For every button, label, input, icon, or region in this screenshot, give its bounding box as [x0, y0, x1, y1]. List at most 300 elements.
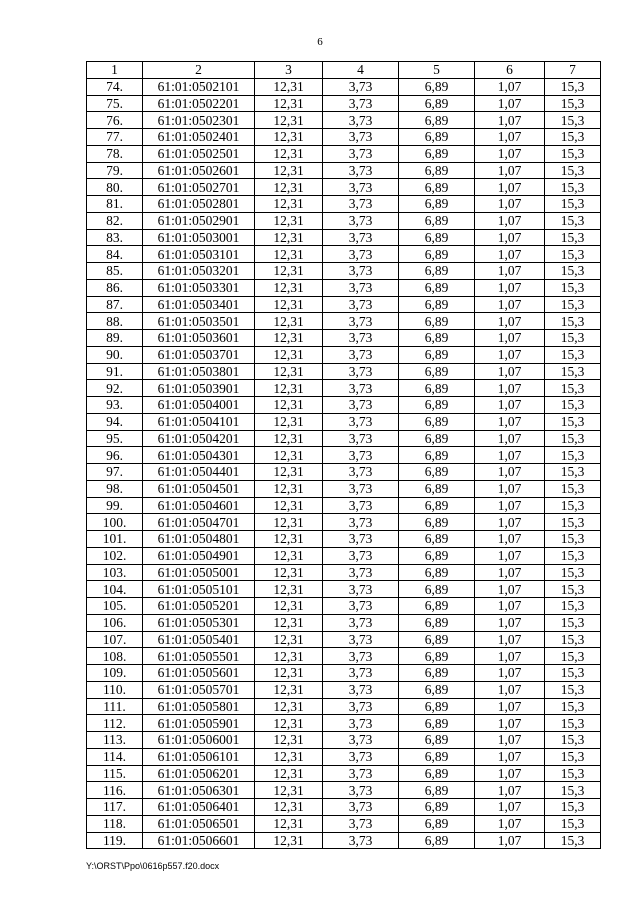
- table-row: [87, 698, 601, 715]
- table-cell: 15,3: [545, 681, 601, 698]
- table-cell: 6,89: [399, 480, 475, 497]
- table-row: [87, 715, 601, 732]
- table-cell: 12,31: [255, 430, 323, 447]
- table-cell: 3,73: [323, 547, 399, 564]
- table-cell: 6,89: [399, 246, 475, 263]
- table-cell: 3,73: [323, 464, 399, 481]
- table-cell: 12,31: [255, 95, 323, 112]
- table-cell: 99.: [87, 497, 143, 514]
- table-cell: 61:01:0505101: [143, 581, 255, 598]
- table-cell: 1,07: [475, 162, 545, 179]
- table-cell: 3,73: [323, 246, 399, 263]
- table-cell: 6,89: [399, 179, 475, 196]
- table-cell: 87.: [87, 296, 143, 313]
- table-cell: 15,3: [545, 296, 601, 313]
- table-cell: 3,73: [323, 480, 399, 497]
- table-row: [87, 447, 601, 464]
- header-row: [87, 62, 601, 79]
- table-cell: 94.: [87, 413, 143, 430]
- table-cell: 6,89: [399, 279, 475, 296]
- table-row: [87, 346, 601, 363]
- table-cell: 6,89: [399, 598, 475, 615]
- table-cell: 15,3: [545, 832, 601, 849]
- table-cell: 3,73: [323, 296, 399, 313]
- table-cell: 6,89: [399, 815, 475, 832]
- table-cell: 15,3: [545, 162, 601, 179]
- table-cell: 110.: [87, 681, 143, 698]
- table-row: [87, 464, 601, 481]
- data-table: [86, 61, 601, 849]
- table-cell: 15,3: [545, 263, 601, 280]
- table-cell: 61:01:0505401: [143, 631, 255, 648]
- table-cell: 3,73: [323, 514, 399, 531]
- table-row: [87, 748, 601, 765]
- table-cell: 92.: [87, 380, 143, 397]
- table-cell: 12,31: [255, 363, 323, 380]
- table-row: [87, 78, 601, 95]
- table-cell: 3,73: [323, 765, 399, 782]
- table-cell: 3,73: [323, 313, 399, 330]
- table-cell: 93.: [87, 397, 143, 414]
- table-cell: 1,07: [475, 732, 545, 749]
- table-cell: 111.: [87, 698, 143, 715]
- table-cell: 15,3: [545, 715, 601, 732]
- table-cell: 6,89: [399, 162, 475, 179]
- table-cell: 3,73: [323, 531, 399, 548]
- table-cell: 3,73: [323, 799, 399, 816]
- table-cell: 61:01:0506401: [143, 799, 255, 816]
- table-cell: 61:01:0504801: [143, 531, 255, 548]
- table-cell: 3,73: [323, 330, 399, 347]
- table-row: [87, 564, 601, 581]
- table-row: [87, 263, 601, 280]
- table-cell: 1,07: [475, 598, 545, 615]
- table-row: [87, 112, 601, 129]
- table-cell: 6,89: [399, 212, 475, 229]
- header-cell: 3: [255, 62, 323, 79]
- table-cell: 3,73: [323, 112, 399, 129]
- table-cell: 1,07: [475, 547, 545, 564]
- table-cell: 3,73: [323, 681, 399, 698]
- table-cell: 3,73: [323, 78, 399, 95]
- table-row: [87, 614, 601, 631]
- table-cell: 6,89: [399, 665, 475, 682]
- header-cell: 6: [475, 62, 545, 79]
- table-row: [87, 799, 601, 816]
- table-cell: 12,31: [255, 614, 323, 631]
- table-cell: 15,3: [545, 665, 601, 682]
- table-cell: 61:01:0502901: [143, 212, 255, 229]
- table-cell: 61:01:0506101: [143, 748, 255, 765]
- table-cell: 6,89: [399, 447, 475, 464]
- table-cell: 1,07: [475, 413, 545, 430]
- table-cell: 6,89: [399, 95, 475, 112]
- table-cell: 6,89: [399, 564, 475, 581]
- table-cell: 106.: [87, 614, 143, 631]
- table-cell: 15,3: [545, 531, 601, 548]
- table-row: [87, 413, 601, 430]
- table-cell: 15,3: [545, 480, 601, 497]
- table-cell: 15,3: [545, 598, 601, 615]
- table-cell: 15,3: [545, 397, 601, 414]
- table-cell: 12,31: [255, 380, 323, 397]
- table-cell: 104.: [87, 581, 143, 598]
- table-cell: 15,3: [545, 95, 601, 112]
- table-cell: 1,07: [475, 346, 545, 363]
- table-row: [87, 531, 601, 548]
- table-cell: 12,31: [255, 212, 323, 229]
- table-cell: 12,31: [255, 732, 323, 749]
- table-cell: 12,31: [255, 598, 323, 615]
- table-cell: 6,89: [399, 397, 475, 414]
- table-cell: 15,3: [545, 112, 601, 129]
- table-cell: 1,07: [475, 78, 545, 95]
- table-cell: 85.: [87, 263, 143, 280]
- table-cell: 15,3: [545, 330, 601, 347]
- table-row: [87, 765, 601, 782]
- table-cell: 61:01:0504201: [143, 430, 255, 447]
- table-cell: 61:01:0506501: [143, 815, 255, 832]
- table-cell: 76.: [87, 112, 143, 129]
- table-cell: 1,07: [475, 397, 545, 414]
- table-cell: 3,73: [323, 346, 399, 363]
- table-cell: 12,31: [255, 514, 323, 531]
- table-row: [87, 129, 601, 146]
- table-cell: 12,31: [255, 681, 323, 698]
- table-cell: 1,07: [475, 145, 545, 162]
- table-cell: 15,3: [545, 564, 601, 581]
- table-cell: 6,89: [399, 363, 475, 380]
- table-cell: 3,73: [323, 497, 399, 514]
- table-cell: 1,07: [475, 212, 545, 229]
- table-cell: 12,31: [255, 648, 323, 665]
- table-cell: 1,07: [475, 95, 545, 112]
- table-cell: 3,73: [323, 145, 399, 162]
- table-cell: 61:01:0505301: [143, 614, 255, 631]
- table-row: [87, 480, 601, 497]
- table-cell: 82.: [87, 212, 143, 229]
- table-cell: 3,73: [323, 648, 399, 665]
- table-cell: 114.: [87, 748, 143, 765]
- table-cell: 107.: [87, 631, 143, 648]
- table-cell: 61:01:0504601: [143, 497, 255, 514]
- table-cell: 1,07: [475, 497, 545, 514]
- table-cell: 15,3: [545, 212, 601, 229]
- table-cell: 6,89: [399, 748, 475, 765]
- table-cell: 6,89: [399, 648, 475, 665]
- table-cell: 6,89: [399, 263, 475, 280]
- table-row: [87, 330, 601, 347]
- table-cell: 15,3: [545, 782, 601, 799]
- table-cell: 1,07: [475, 748, 545, 765]
- table-cell: 1,07: [475, 531, 545, 548]
- table-cell: 6,89: [399, 832, 475, 849]
- table-cell: 15,3: [545, 229, 601, 246]
- table-cell: 96.: [87, 447, 143, 464]
- table-cell: 90.: [87, 346, 143, 363]
- table-row: [87, 313, 601, 330]
- table-cell: 1,07: [475, 229, 545, 246]
- table-cell: 61:01:0504301: [143, 447, 255, 464]
- table-cell: 61:01:0504901: [143, 547, 255, 564]
- table-cell: 12,31: [255, 413, 323, 430]
- table-cell: 12,31: [255, 665, 323, 682]
- table-cell: 61:01:0503501: [143, 313, 255, 330]
- table-cell: 1,07: [475, 614, 545, 631]
- table-cell: 12,31: [255, 497, 323, 514]
- table-cell: 12,31: [255, 179, 323, 196]
- table-cell: 15,3: [545, 581, 601, 598]
- table-cell: 6,89: [399, 78, 475, 95]
- table-cell: 1,07: [475, 514, 545, 531]
- table-cell: 61:01:0502601: [143, 162, 255, 179]
- table-header: [87, 62, 601, 79]
- table-cell: 108.: [87, 648, 143, 665]
- table-cell: 80.: [87, 179, 143, 196]
- table-cell: 61:01:0506601: [143, 832, 255, 849]
- table-cell: 88.: [87, 313, 143, 330]
- header-cell: 5: [399, 62, 475, 79]
- table-cell: 12,31: [255, 698, 323, 715]
- table-cell: 6,89: [399, 196, 475, 213]
- table-cell: 6,89: [399, 430, 475, 447]
- table-cell: 1,07: [475, 296, 545, 313]
- table-cell: 113.: [87, 732, 143, 749]
- table-cell: 12,31: [255, 547, 323, 564]
- table-cell: 61:01:0502401: [143, 129, 255, 146]
- table-cell: 3,73: [323, 782, 399, 799]
- table-cell: 3,73: [323, 715, 399, 732]
- table-cell: 15,3: [545, 815, 601, 832]
- table-cell: 3,73: [323, 748, 399, 765]
- table-cell: 3,73: [323, 196, 399, 213]
- table-cell: 3,73: [323, 129, 399, 146]
- table-cell: 12,31: [255, 196, 323, 213]
- table-cell: 12,31: [255, 263, 323, 280]
- table-row: [87, 581, 601, 598]
- table-cell: 1,07: [475, 698, 545, 715]
- table-cell: 61:01:0505801: [143, 698, 255, 715]
- table-row: [87, 95, 601, 112]
- table-cell: 61:01:0504101: [143, 413, 255, 430]
- table-cell: 15,3: [545, 748, 601, 765]
- table-cell: 1,07: [475, 799, 545, 816]
- table-cell: 3,73: [323, 581, 399, 598]
- table-cell: 12,31: [255, 480, 323, 497]
- table-cell: 15,3: [545, 547, 601, 564]
- table-cell: 12,31: [255, 748, 323, 765]
- table-cell: 1,07: [475, 648, 545, 665]
- table-cell: 61:01:0506301: [143, 782, 255, 799]
- table-cell: 61:01:0506201: [143, 765, 255, 782]
- table-cell: 6,89: [399, 782, 475, 799]
- table-cell: 6,89: [399, 732, 475, 749]
- table-cell: 15,3: [545, 648, 601, 665]
- table-row: [87, 514, 601, 531]
- table-cell: 15,3: [545, 631, 601, 648]
- table-cell: 97.: [87, 464, 143, 481]
- table-cell: 98.: [87, 480, 143, 497]
- table-cell: 12,31: [255, 397, 323, 414]
- table-cell: 6,89: [399, 112, 475, 129]
- table-cell: 6,89: [399, 380, 475, 397]
- table-cell: 15,3: [545, 129, 601, 146]
- table-cell: 1,07: [475, 715, 545, 732]
- table-cell: 12,31: [255, 129, 323, 146]
- table-cell: 15,3: [545, 246, 601, 263]
- table-cell: 6,89: [399, 514, 475, 531]
- table-cell: 91.: [87, 363, 143, 380]
- table-cell: 61:01:0503201: [143, 263, 255, 280]
- table-cell: 15,3: [545, 430, 601, 447]
- table-cell: 3,73: [323, 598, 399, 615]
- table-cell: 6,89: [399, 413, 475, 430]
- table-cell: 1,07: [475, 832, 545, 849]
- table-cell: 61:01:0504501: [143, 480, 255, 497]
- table-cell: 116.: [87, 782, 143, 799]
- table-body: [87, 78, 601, 849]
- table-cell: 3,73: [323, 815, 399, 832]
- table-cell: 12,31: [255, 346, 323, 363]
- table-cell: 95.: [87, 430, 143, 447]
- table-cell: 101.: [87, 531, 143, 548]
- table-cell: 12,31: [255, 832, 323, 849]
- table-cell: 15,3: [545, 346, 601, 363]
- table-row: [87, 279, 601, 296]
- table-cell: 61:01:0502201: [143, 95, 255, 112]
- table-cell: 12,31: [255, 799, 323, 816]
- table-cell: 15,3: [545, 464, 601, 481]
- table-cell: 1,07: [475, 313, 545, 330]
- table-row: [87, 296, 601, 313]
- table-cell: 15,3: [545, 765, 601, 782]
- table-cell: 1,07: [475, 782, 545, 799]
- table-cell: 61:01:0505901: [143, 715, 255, 732]
- table-cell: 12,31: [255, 564, 323, 581]
- table-cell: 119.: [87, 832, 143, 849]
- table-cell: 3,73: [323, 229, 399, 246]
- table-cell: 61:01:0504401: [143, 464, 255, 481]
- table-cell: 6,89: [399, 799, 475, 816]
- table-cell: 61:01:0504701: [143, 514, 255, 531]
- table-cell: 6,89: [399, 313, 475, 330]
- table-cell: 83.: [87, 229, 143, 246]
- table-cell: 6,89: [399, 497, 475, 514]
- table-cell: 6,89: [399, 346, 475, 363]
- table-cell: 61:01:0505201: [143, 598, 255, 615]
- table-row: [87, 363, 601, 380]
- table-cell: 61:01:0502701: [143, 179, 255, 196]
- table-cell: 6,89: [399, 129, 475, 146]
- table-cell: 105.: [87, 598, 143, 615]
- table-cell: 3,73: [323, 698, 399, 715]
- table-cell: 3,73: [323, 430, 399, 447]
- table-cell: 1,07: [475, 564, 545, 581]
- table-cell: 3,73: [323, 413, 399, 430]
- header-cell: 1: [87, 62, 143, 79]
- table-row: [87, 665, 601, 682]
- table-cell: 12,31: [255, 162, 323, 179]
- table-cell: 15,3: [545, 698, 601, 715]
- table-cell: 61:01:0505601: [143, 665, 255, 682]
- table-row: [87, 196, 601, 213]
- table-cell: 61:01:0502501: [143, 145, 255, 162]
- table-cell: 61:01:0505501: [143, 648, 255, 665]
- table-cell: 77.: [87, 129, 143, 146]
- header-cell: 2: [143, 62, 255, 79]
- table-cell: 61:01:0503401: [143, 296, 255, 313]
- table-row: [87, 681, 601, 698]
- table-row: [87, 782, 601, 799]
- table-cell: 12,31: [255, 296, 323, 313]
- table-cell: 75.: [87, 95, 143, 112]
- table-cell: 86.: [87, 279, 143, 296]
- table-cell: 12,31: [255, 631, 323, 648]
- table-cell: 61:01:0503901: [143, 380, 255, 397]
- table-cell: 15,3: [545, 279, 601, 296]
- table-cell: 3,73: [323, 732, 399, 749]
- table-row: [87, 397, 601, 414]
- table-cell: 15,3: [545, 78, 601, 95]
- table-cell: 74.: [87, 78, 143, 95]
- table-row: [87, 430, 601, 447]
- table-row: [87, 598, 601, 615]
- table-cell: 61:01:0503701: [143, 346, 255, 363]
- table-cell: 1,07: [475, 765, 545, 782]
- table-cell: 12,31: [255, 229, 323, 246]
- table-row: [87, 832, 601, 849]
- table-cell: 6,89: [399, 715, 475, 732]
- table-cell: 15,3: [545, 447, 601, 464]
- table-cell: 12,31: [255, 581, 323, 598]
- table-cell: 12,31: [255, 330, 323, 347]
- table-cell: 15,3: [545, 732, 601, 749]
- table-row: [87, 179, 601, 196]
- table-cell: 61:01:0503601: [143, 330, 255, 347]
- table-row: [87, 815, 601, 832]
- table-cell: 61:01:0502301: [143, 112, 255, 129]
- table-cell: 1,07: [475, 363, 545, 380]
- table-cell: 6,89: [399, 531, 475, 548]
- table-cell: 15,3: [545, 514, 601, 531]
- table-cell: 103.: [87, 564, 143, 581]
- table-cell: 1,07: [475, 815, 545, 832]
- table-cell: 100.: [87, 514, 143, 531]
- table-cell: 3,73: [323, 263, 399, 280]
- table-cell: 102.: [87, 547, 143, 564]
- table-cell: 61:01:0502801: [143, 196, 255, 213]
- table-cell: 12,31: [255, 464, 323, 481]
- table-cell: 61:01:0502101: [143, 78, 255, 95]
- table-cell: 6,89: [399, 464, 475, 481]
- table-cell: 61:01:0505001: [143, 564, 255, 581]
- table-row: [87, 212, 601, 229]
- table-cell: 61:01:0503301: [143, 279, 255, 296]
- table-cell: 12,31: [255, 145, 323, 162]
- header-cell: 4: [323, 62, 399, 79]
- table-cell: 12,31: [255, 112, 323, 129]
- table-cell: 15,3: [545, 179, 601, 196]
- table-cell: 3,73: [323, 631, 399, 648]
- table-row: [87, 229, 601, 246]
- table-cell: 3,73: [323, 614, 399, 631]
- table-cell: 3,73: [323, 447, 399, 464]
- table-cell: 12,31: [255, 78, 323, 95]
- table-cell: 1,07: [475, 665, 545, 682]
- table-cell: 15,3: [545, 614, 601, 631]
- table-cell: 6,89: [399, 229, 475, 246]
- table-row: [87, 162, 601, 179]
